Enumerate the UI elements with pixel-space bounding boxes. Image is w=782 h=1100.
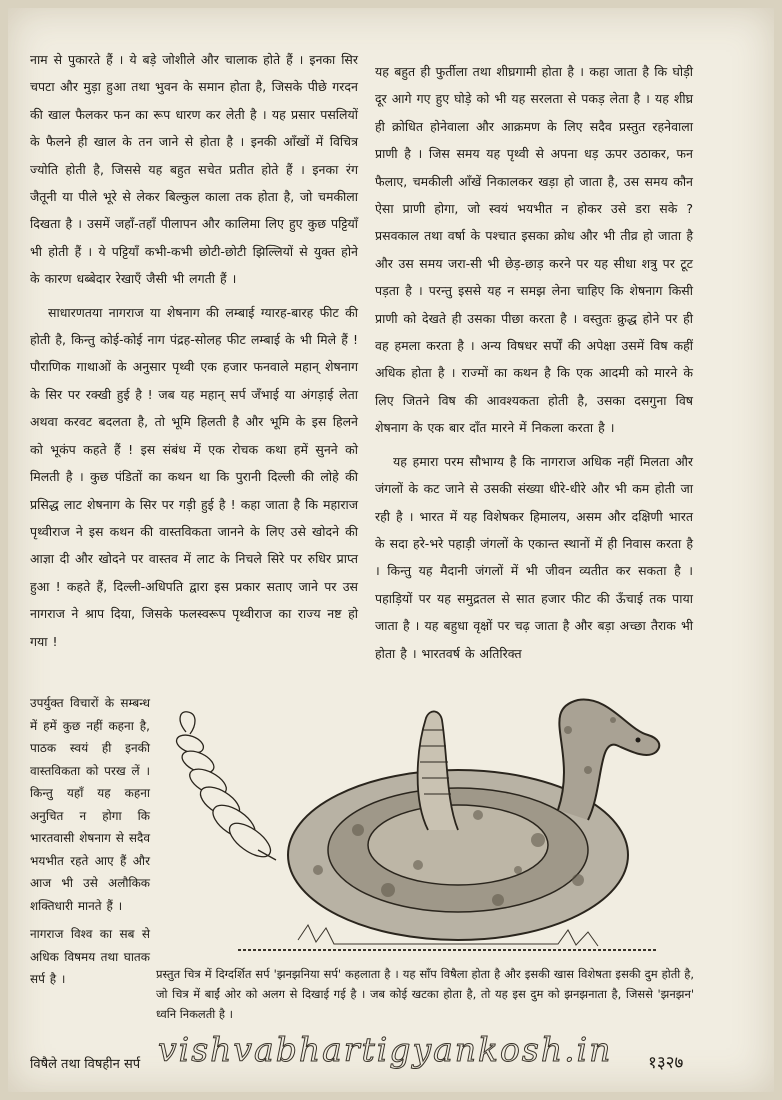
right-paragraph-1: यह बहुत ही फुर्तीला तथा शीघ्रगामी होता है । कहा जाता है कि घोड़ी दूर आगे गए हुए घोड़े को भी यह सरलता से पकड़ लेता है । यह शीघ्र ही क्रोधित होनेवाला और आक्रमण के लिए सदैव प्रस्तुत रहनेवाला प्राणी है । जिस समय यह पृथ्वी से अपना धड़ ऊपर उठाकर, फन फैलाए, चमकीली आँखें निकालकर खड़ा हो जाता है, उस समय कौन ऐसा प्राणी होगा, जो स्वयं भयभीत न होकर उसे डरा सके ? प्रसवकाल तथा वर्षा के पश्चात इसका क्रोध और भी तीव्र हो जाता है और उस समय जरा-सी भी छेड़-छाड़ करने पर यह सीधा शत्रु पर टूट पड़ता है । परन्तु इससे यह न समझ लेना चाहिए कि शेषनाग किसी प्राणी को देखते ही उसका पीछा करता है । वस्तुतः क्रुद्ध होने पर ही वह हमला करता है । अन्य विषधर सर्पों की अपेक्षा उसमें विष कहीं अधिक होता है । राज्मों का कथन है कि एक आदमी को मारने के लिए जितने विष की आवश्यकता होती है, उसका दसगुना विष शेषनाग के एक बार दाँत मारने में निकला करता है ।	[375, 64, 693, 436]
running-footer-title: विषैले तथा विषहीन सर्प	[30, 1057, 141, 1072]
left-paragraph-1: नाम से पुकारते हैं । ये बड़े जोशीले और चालाक होते हैं । इनका सिर चपटा और मुड़ा हुआ तथा भुवन के समान होता है, जिसके पीछे गरदन की खाल फैलकर फन का रूप धारण कर लेती है । यह प्रसार पसलियों के फैलने ही खाल के तन जाने से होता है । इनकी आँखों में विचित्र ज्योति होती है, जिससे यह बहुत सचेत प्रतीत होते हैं । इनका रंग जैतूनी या पीले भूरे से लेकर बिल्कुल काला तक होता है, जो चमकीला दिखता है । उसमें जहाँ-तहाँ पीलापन और कालिमा लिए हुए कुछ पट्टियाँ भी होती हैं । ये पट्टियाँ कभी-कभी छोटी-छोटी झिल्लियों से युक्त होने के कारण धब्बेदार रेखाएँ जैसी भी लगती हैं ।	[30, 52, 358, 287]
figure-caption: प्रस्तुत चित्र में दिग्दर्शित सर्प 'झनझनिया सर्प' कहलाता है । यह साँप विषैला होता है और इसकी खास विशेषता इसकी दुम होती है, जो चित्र में बाईं ओर को अलग से दिखाई गई है । जब कोई खटका होता है, तो यह इस दुम को झनझनाता है, जिससे 'झनझन' ध्वनि निकलती है ।	[156, 967, 694, 1021]
rattlesnake-illustration	[158, 690, 698, 960]
narrow-paragraph-1: उपर्युक्त विचारों के सम्बन्ध में हमें कुछ नहीं कहना है, पाठक स्वयं ही इनकी वास्तविकता को परख लें । किन्तु यहाँ यह कहना अनुचित न होगा कि भारतवासी शेषनाग से सदैव भयभीत रहते आए हैं और आज भी उसे अलौकिक शक्तिधारी मानते हैं ।	[30, 696, 150, 913]
left-paragraph-2: साधारणतया नागराज या शेषनाग की लम्बाई ग्यारह-बारह फीट की होती है, किन्तु कोई-कोई नाग पंद्रह-सोलह फीट लम्बाई के भी मिले हैं ! पौराणिक गाथाओं के अनुसार पृथ्वी एक हजार फनवाले महान् शेषनाग के सिर पर रक्खी हुई है ! जब यह महान् सर्प जँभाई या अंगड़ाई लेता अथवा करवट बदलता है, तो भूमि हिलती है और भूमि के इस हिलने को भूकंप कहते हैं ! इस संबंध में एक रोचक कथा हमें सुनने को मिलती है । कुछ पंडितों का कथन था कि पुरानी दिल्ली की लोहे की प्रसिद्ध लाट शेषनाग के सिर पर गड़ी हुई है ! कहा जाता है कि महाराज पृथ्वीराज ने इस कथन की वास्तविकता जानने के लिए उसे खोदने की आज्ञा दी और खोदने पर वास्तव में लाट के निचले सिरे पर रुधिर प्राप्त हुआ ! कहते हैं, दिल्ली-अधिपति द्वारा इस प्रकार सताए जाने पर उस नागराज ने श्राप दिया, जिसके फलस्वरूप पृथ्वीराज का राज्य नष्ट हो गया !	[30, 304, 358, 649]
right-paragraph-2: यह हमारा परम सौभाग्य है कि नागराज अधिक नहीं मिलता और जंगलों के कट जाने से उसकी संख्या धीरे-धीरे और भी कम होती जा रही है । भारत में यह विशेषकर हिमालय, असम और दक्षिणी भारत के सदा हरे-भरे पहाड़ी जंगलों के एकान्त स्थानों में ही निवास करता है । किन्तु यह मैदानी जंगलों में भी जीवन व्यतीत कर सकता है । पहाड़ियों पर यह समुद्रतल से सात हजार फीट की ऊँचाई तक पाया जाता है । यह बहुधा वृक्षों पर चढ़ जाता है और बड़ा अच्छा तैराक भी होता है । भारतवर्ष के अतिरिक्त	[375, 453, 693, 661]
left-text-column	[30, 46, 358, 661]
coiled-snake-drawing	[238, 700, 659, 950]
rattle-detail-drawing	[174, 712, 276, 863]
page-number: १३२७	[648, 1053, 684, 1073]
narrow-paragraph-2: नागराज विश्व का सब से अधिक विषमय तथा घातक सर्प है ।	[30, 927, 150, 986]
book-page	[8, 8, 774, 1092]
right-text-column	[375, 58, 693, 673]
site-watermark: vishvabhartigyankosh.in	[158, 1030, 613, 1069]
narrow-text-column	[30, 692, 150, 997]
